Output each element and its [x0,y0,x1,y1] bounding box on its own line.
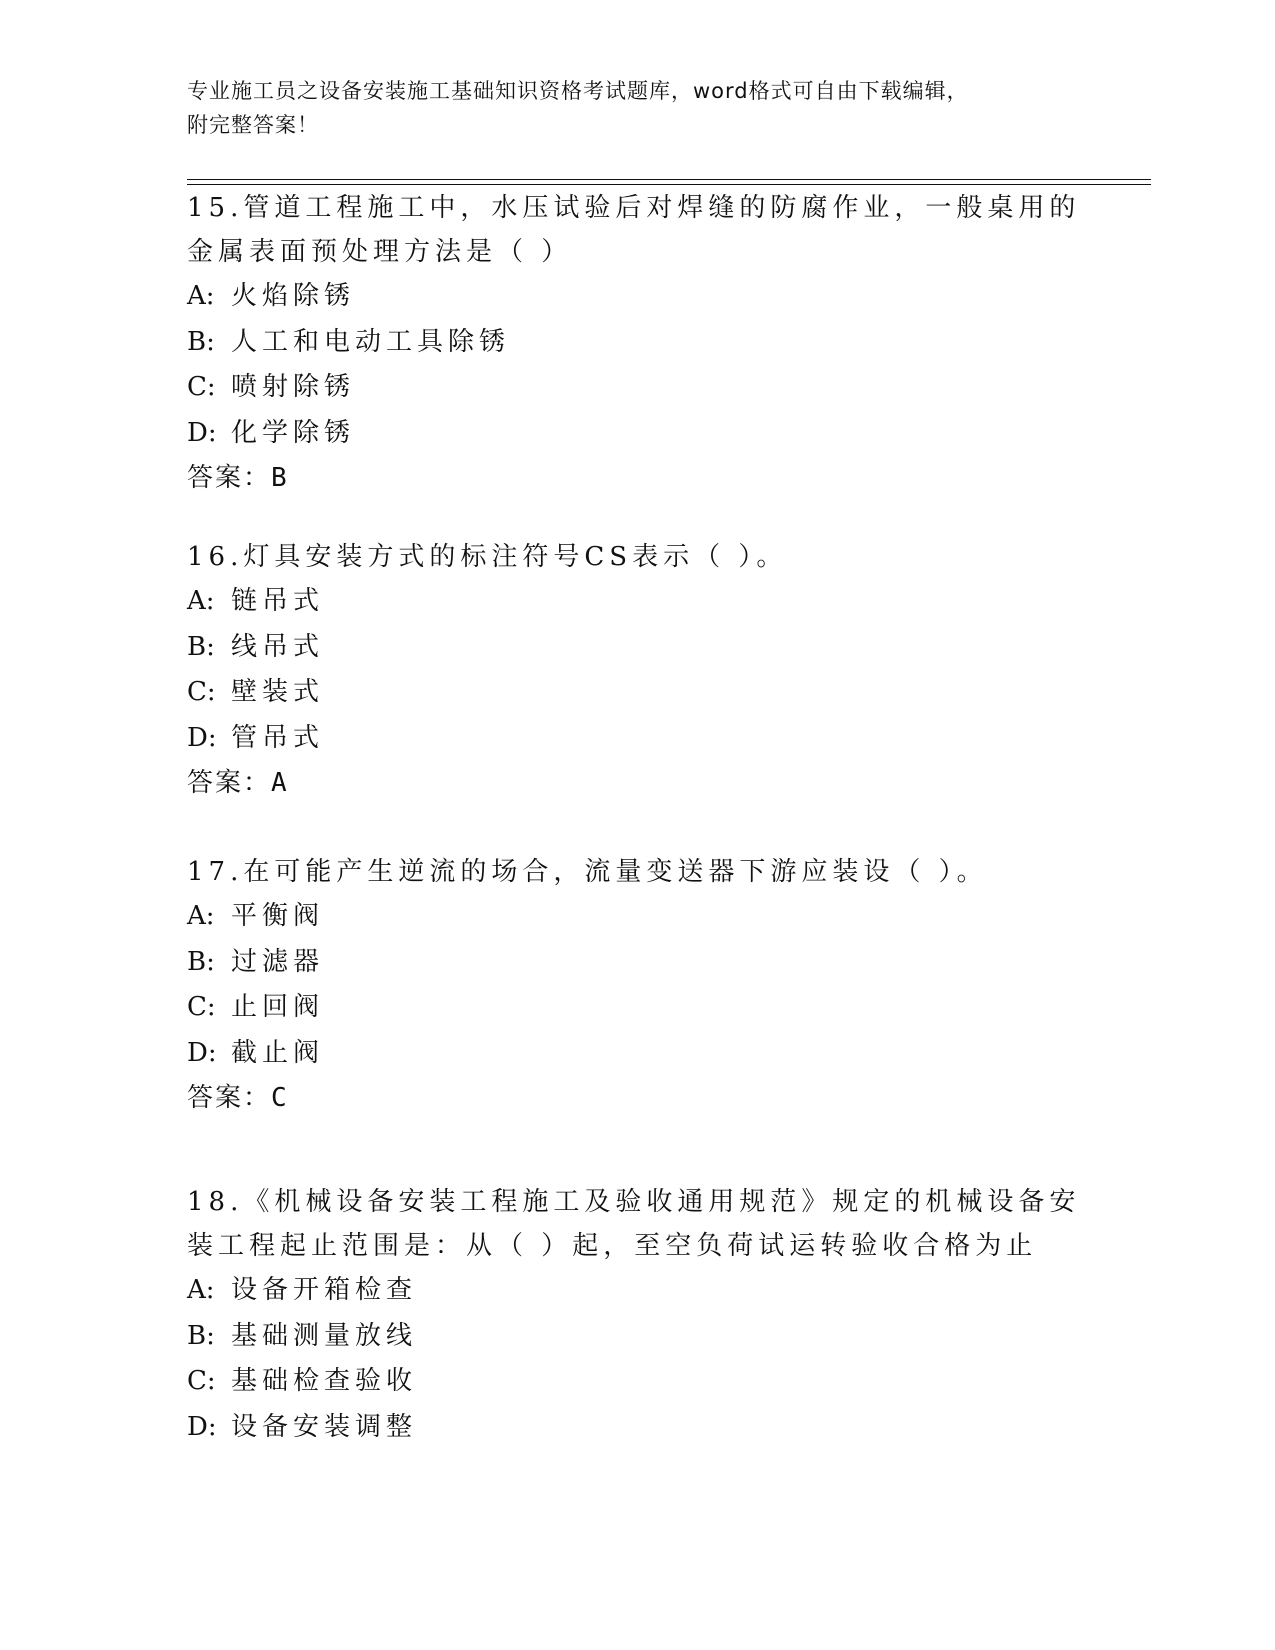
option-text: 截止阀 [231,1037,325,1068]
option-b [187,1314,1087,1360]
option-b [187,320,1087,366]
option-a [187,579,1087,625]
option-letter: C: [187,677,216,707]
question-number: 17. [187,857,244,887]
option-b [187,940,1087,986]
answer-line [187,456,1087,501]
option-text: 化学除锈 [231,417,356,448]
option-letter: B: [187,631,215,662]
question-15 [187,186,1087,501]
option-d [187,411,1087,457]
option-d [187,1405,1087,1451]
option-c [187,670,1087,716]
option-c [187,985,1087,1031]
option-letter: C: [187,992,216,1022]
option-letter: D: [187,722,217,753]
answer-label: 答案： [187,1083,272,1113]
answer-value: B [271,463,289,493]
answer-label: 答案： [187,463,272,493]
option-text: 设备安装调整 [231,1411,418,1442]
option-text: 链吊式 [231,586,325,616]
answer-value: C [271,1083,289,1113]
option-text: 火焰除锈 [231,281,356,311]
option-letter: C: [187,372,216,402]
question-number: 18. [187,1187,244,1217]
option-b [187,625,1087,671]
option-text: 基础测量放线 [231,1320,418,1351]
option-letter: A: [187,281,215,311]
option-letter: B: [187,1320,215,1351]
option-letter: A: [187,901,215,931]
option-text: 设备开箱检查 [231,1275,418,1305]
question-text: 《机械设备安装工程施工及验收通用规范》规定的机械设备安装工程起止范围是：从（ ）起，至空负荷试运转验收合格为止 [187,1187,1081,1261]
option-c [187,365,1087,411]
question-number: 16. [187,542,244,572]
option-a [187,894,1087,940]
answer-line [187,1076,1087,1121]
question-17 [187,850,1087,1121]
option-letter: D: [187,1411,217,1442]
option-letter: B: [187,946,215,977]
option-a [187,274,1087,320]
option-d [187,716,1087,762]
question-stem [187,850,1087,894]
option-text: 过滤器 [231,946,325,977]
question-text: 管道工程施工中，水压试验后对焊缝的防腐作业，一般桌用的金属表面预处理方法是（ ） [187,193,1081,267]
option-a [187,1268,1087,1314]
question-number: 15. [187,193,244,223]
option-text: 平衡阀 [231,901,325,931]
option-text: 线吊式 [231,631,325,662]
question-stem [187,1180,1087,1268]
document-header [187,74,1067,142]
option-d [187,1031,1087,1077]
answer-label: 答案： [187,768,272,798]
option-text: 壁装式 [231,677,325,707]
option-letter: A: [187,586,215,616]
option-letter: D: [187,1037,217,1068]
option-text: 人工和电动工具除锈 [231,326,511,357]
option-letter: A: [187,1275,215,1305]
answer-value: A [271,768,289,798]
question-16 [187,535,1087,806]
option-text: 止回阀 [231,992,325,1022]
question-18 [187,1180,1087,1450]
header-divider-bottom [187,184,1151,185]
option-letter: B: [187,326,215,357]
question-stem [187,535,1087,579]
header-line-1: 专业施工员之设备安装施工基础知识资格考试题库，word格式可自由下载编辑， [187,79,969,103]
option-text: 喷射除锈 [231,372,356,402]
option-text: 基础检查验收 [231,1366,418,1396]
option-c [187,1359,1087,1405]
answer-line [187,761,1087,806]
question-text: 灯具安装方式的标注符号CS表示（ ）。 [243,542,788,572]
header-divider-top [187,179,1151,180]
option-letter: C: [187,1366,216,1396]
question-stem [187,186,1087,274]
option-text: 管吊式 [231,722,325,753]
header-line-2: 附完整答案！ [187,113,319,137]
question-text: 在可能产生逆流的场合，流量变送器下游应装设（ ）。 [243,857,988,887]
option-letter: D: [187,417,217,448]
